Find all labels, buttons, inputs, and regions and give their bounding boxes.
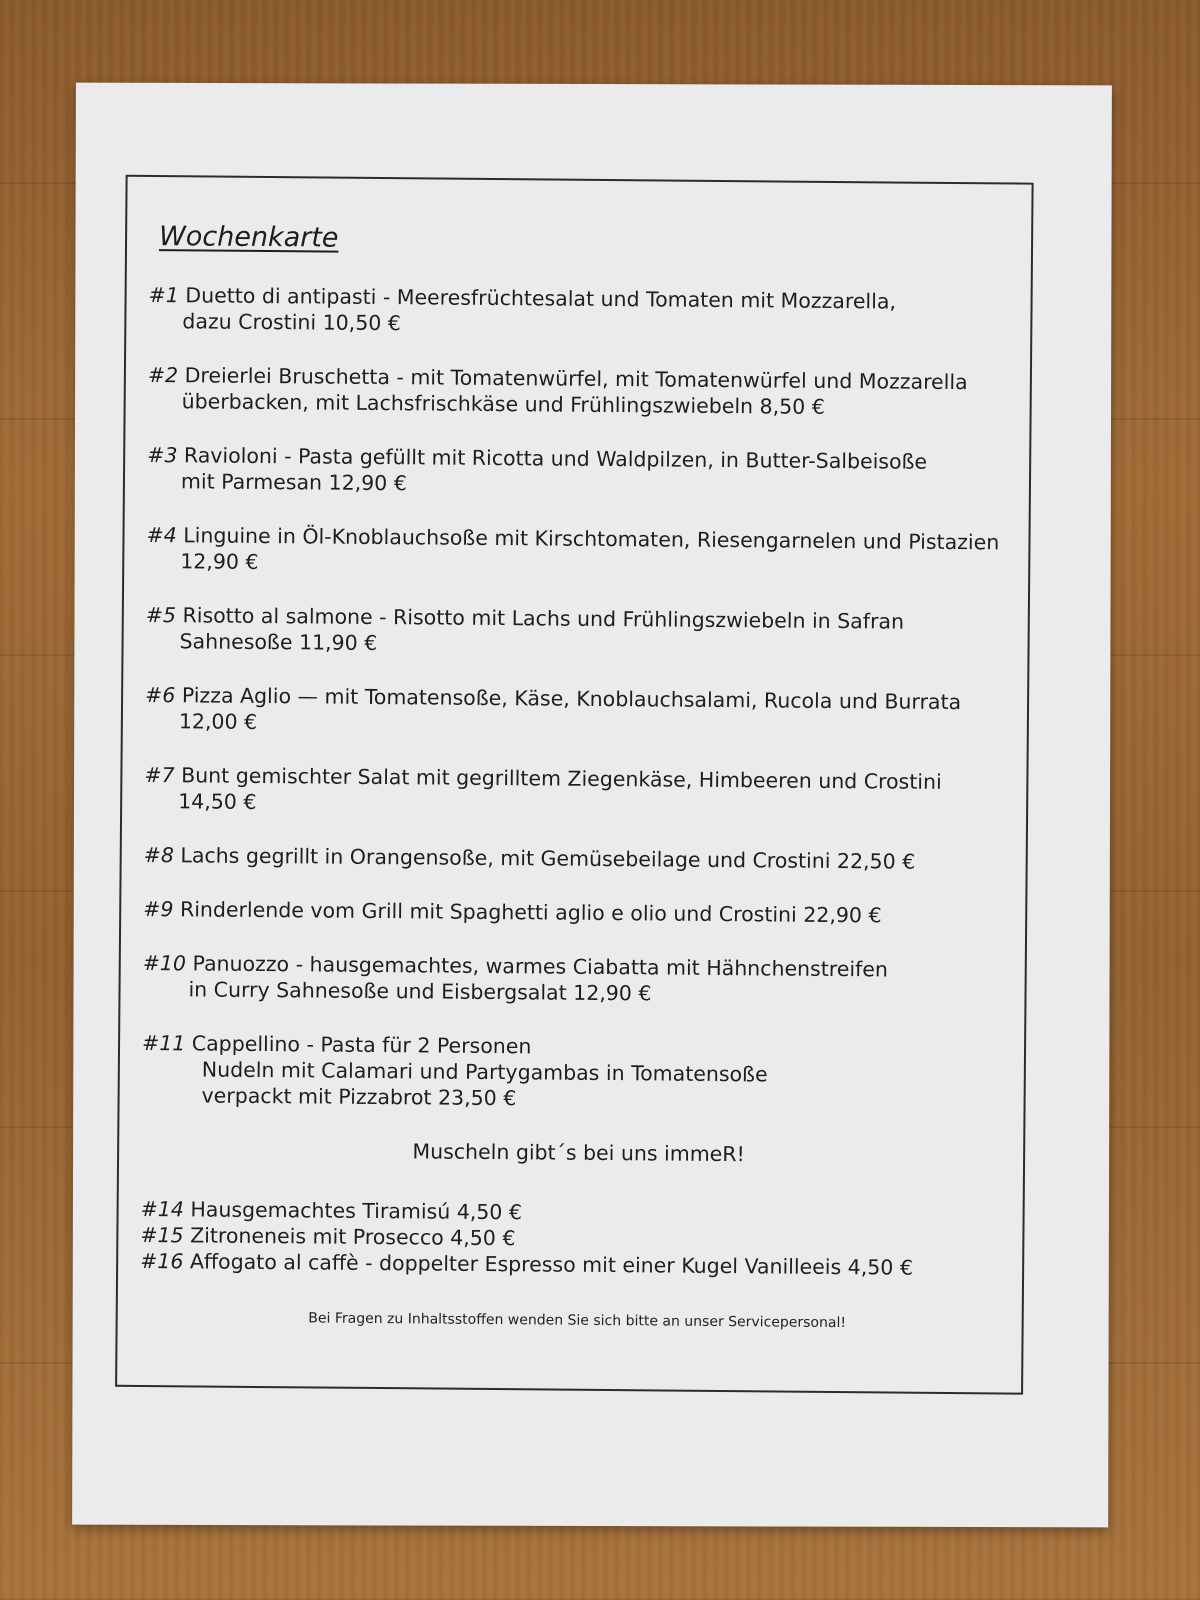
item-description-cont: in Curry Sahnesoße und Eisbergsalat 12,90 € [188,977,652,1006]
menu-frame [115,175,1034,1395]
item-description: Pizza Aglio — mit Tomatensoße, Käse, Knoblauchsalami, Rucola und Burrata [181,683,962,715]
item-description-cont: 14,50 € [178,789,257,814]
item-number: #8 [143,842,175,868]
menu-item-6 [145,682,1020,742]
item-description: Linguine in Öl-Knoblauchsoße mit Kirschtomaten, Riesengarnelen und Pistazien [183,523,1000,555]
menu-item-5 [145,602,1020,662]
item-number: #4 [146,522,177,548]
item-number: #11 [141,1030,186,1056]
item-description-cont: Nudeln mit Calamari und Partygambas in Tomatensoße [201,1057,768,1087]
menu-item-4 [146,522,1021,582]
item-description: Ravioloni - Pasta gefüllt mit Ricotta und Waldpilzen, in Butter-Salbeisoße [183,443,928,474]
item-description-cont: dazu Crostini 10,50 € [182,309,402,336]
menu-item-8 [144,842,1019,876]
item-number: #15 [140,1222,184,1248]
mussels-note: Muscheln gibt´s bei uns immeR! [412,1139,745,1167]
item-number: #6 [145,682,176,708]
item-description: Bunt gemischter Salat mit gegrilltem Ziegenkäse, Himbeeren und Crostini [181,763,942,794]
item-description-cont: 12,00 € [178,709,258,734]
menu-item-10 [142,950,1017,1010]
item-description-cont: mit Parmesan 12,90 € [180,469,407,496]
item-description-cont: Sahnesoße 11,90 € [179,629,378,655]
item-description-cont: überbacken, mit Lachsfrischkäse und Frühlingszwiebeln 8,50 € [181,389,825,419]
item-number: #7 [144,762,175,788]
menu-title: Wochenkarte [158,221,339,254]
menu-item-11 [142,1030,1018,1116]
item-description: Zitroneneis mit Prosecco 4,50 € [190,1223,516,1251]
menu-item-3 [147,442,1022,502]
allergen-footer: Bei Fragen zu Inhaltsstoffen wenden Sie sich bitte an unser Servicepersonal! [308,1310,847,1332]
item-description-cont: 12,90 € [180,549,259,574]
item-number: #2 [147,362,179,388]
item-number: #1 [148,282,179,308]
item-number: #3 [147,442,178,468]
item-number: #10 [142,950,187,976]
item-description: Dreierlei Bruschetta - mit Tomatenwürfel, mit Tomatenwürfel und Mozzarella [184,363,968,395]
item-description: Affogato al caffè - doppelter Espresso mit einer Kugel Vanilleeis 4,50 € [189,1249,914,1280]
item-number: #16 [140,1248,184,1274]
item-description: Duetto di antipasti - Meeresfrüchtesalat und Tomaten mit Mozzarella, [185,283,897,314]
item-description: Hausgemachtes Tiramisú 4,50 € [190,1197,523,1225]
menu-items [140,282,1024,1338]
menu-item-9 [143,896,1018,930]
item-description: Lachs gegrillt in Orangensoße, mit Gemüsebeilage und Crostini 22,50 € [180,843,916,874]
item-description-cont: verpackt mit Pizzabrot 23,50 € [201,1083,517,1111]
item-description: Panuozzo - hausgemachtes, warmes Ciabatta mit Hähnchenstreifen [192,951,889,982]
menu-item-1 [148,282,1023,342]
item-number: #5 [145,602,177,628]
item-number: #14 [140,1196,184,1222]
item-description: Risotto al salmone - Risotto mit Lachs und Frühlingszwiebeln in Safran [182,603,905,634]
item-description: Rinderlende vom Grill mit Spaghetti aglio e olio und Crostini 22,90 € [179,897,882,928]
menu-item-7 [144,762,1019,822]
item-number: #9 [143,896,174,922]
item-description: Cappellino - Pasta für 2 Personen [191,1031,532,1059]
menu-item-2 [148,362,1023,422]
menu-sheet [72,83,1112,1528]
